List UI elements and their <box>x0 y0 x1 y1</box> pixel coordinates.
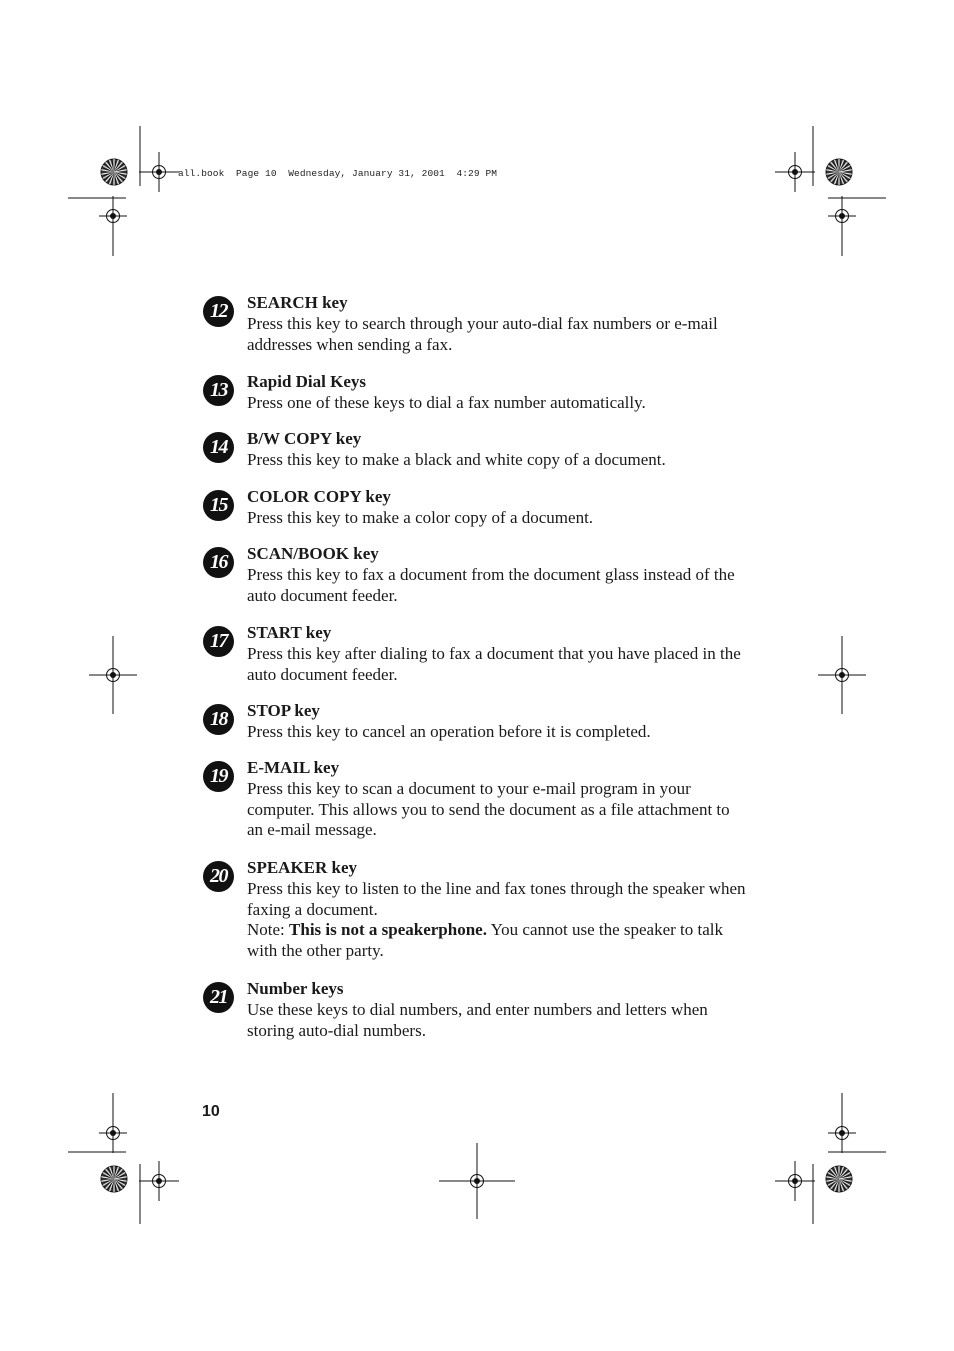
entry-note <box>247 920 747 962</box>
entry-description: Press this key to scan a document to your e-mail program in your computer. This allows you to send the document as a file attachment to an e-mail message. <box>247 778 730 840</box>
entry-description: Press this key after dialing to fax a document that you have placed in the auto document feeder. <box>247 643 741 684</box>
number-badge: 19 <box>203 761 234 792</box>
entry-title: STOP key <box>247 701 320 720</box>
entry-title: START key <box>247 623 332 642</box>
note-prefix: Note: <box>247 920 290 940</box>
entry-title: COLOR COPY key <box>247 487 391 506</box>
number-badge: 20 <box>203 861 234 892</box>
entry-description: Press this key to search through your auto-dial fax numbers or e-mail addresses when sending a fax. <box>247 313 718 354</box>
entry-title: SEARCH key <box>247 293 348 312</box>
entry-title: E-MAIL key <box>247 758 340 777</box>
note-rest: You cannot use the speaker to talk with the other party. <box>247 920 724 961</box>
number-badge: 16 <box>203 547 234 578</box>
entry-description: Press one of these keys to dial a fax number automatically. <box>247 392 646 412</box>
entry-description: Press this key to cancel an operation before it is completed. <box>247 721 651 741</box>
entry-title: Number keys <box>247 979 344 998</box>
entry-description: Press this key to make a color copy of a document. <box>247 507 594 527</box>
page-number: 10 <box>202 1103 220 1120</box>
number-badge: 15 <box>203 490 234 521</box>
note-emphasis: This is not a speakerphone. <box>289 920 487 940</box>
entry-description: Use these keys to dial numbers, and enter numbers and letters when storing auto-dial numbers. <box>247 999 708 1040</box>
number-badge: 17 <box>203 626 234 657</box>
number-badge: 21 <box>203 982 234 1013</box>
number-badge: 14 <box>203 432 234 463</box>
entry-title: B/W COPY key <box>247 429 362 448</box>
entry-title: SCAN/BOOK key <box>247 544 379 563</box>
entry-title: Rapid Dial Keys <box>247 372 367 391</box>
entry-title: SPEAKER key <box>247 858 358 877</box>
entry-description: Press this key to listen to the line and fax tones through the speaker when faxing a document. <box>247 878 746 919</box>
entry-description: Press this key to fax a document from the document glass instead of the auto document feeder. <box>247 564 735 605</box>
print-header: all.book Page 10 Wednesday, January 31, 2001 4:29 PM <box>178 168 498 179</box>
number-badge: 18 <box>203 704 234 735</box>
entry-description: Press this key to make a black and white copy of a document. <box>247 449 666 469</box>
number-badge: 13 <box>203 375 234 406</box>
number-badge: 12 <box>203 296 234 327</box>
